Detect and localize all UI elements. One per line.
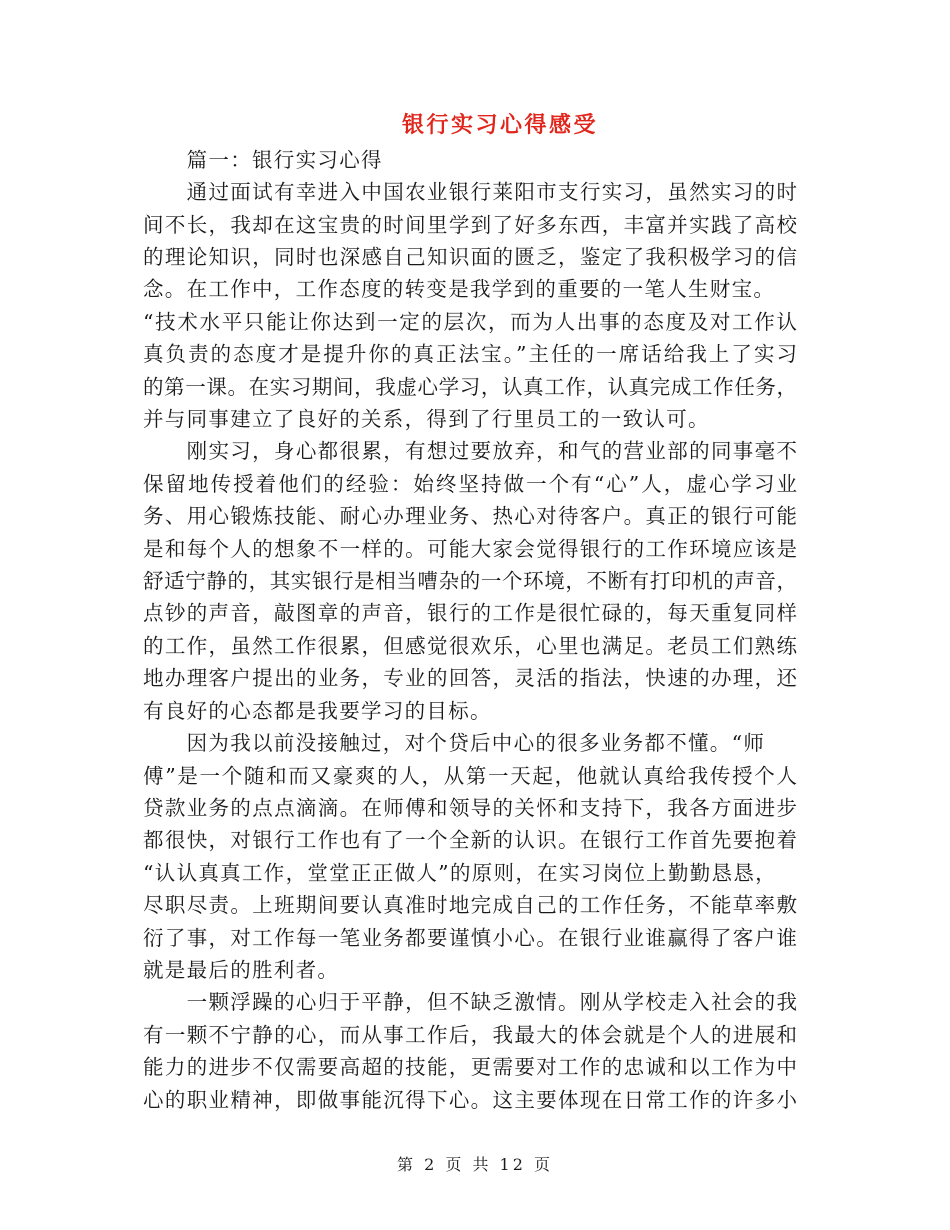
text-line: “技术水平只能让你达到一定的层次，而为人出事的态度及对工作认 [143,309,799,334]
text-line: 真负责的态度才是提升你的真正法宝。”主任的一席话给我上了实习 [143,342,800,367]
text-line: 通过面试有幸进入中国农业银行莱阳市支行实习，虽然实习的时 [186,180,799,205]
text-line: 务、用心锻炼技能、耐心办理业务、热心对待客户。真正的银行可能 [143,504,799,529]
text-line: 刚实习，身心都很累，有想过要放弃，和气的营业部的同事毫不 [186,439,799,464]
paragraph [143,986,797,1116]
paragraph [143,176,800,435]
text-line: 有良好的心态都是我要学习的目标。 [143,698,492,723]
text-line: 的工作，虽然工作很累，但感觉很欢乐，心里也满足。老员工们熟练 [143,633,799,658]
text-line: 就是最后的胜利者。 [143,957,340,982]
text-line: 尽职尽责。上班期间要认真准时地完成自己的工作任务，不能草率敷 [143,893,799,918]
text-line: 并与同事建立了良好的关系，得到了行里员工的一致认可。 [143,407,710,432]
text-line: 的第一课。在实习期间，我虚心学习，认真工作，认真完成工作任务， [143,374,798,399]
text-line: 能力的进步不仅需要高超的技能，更需要对工作的忠诚和以工作为中 [143,1055,799,1080]
paragraph [143,727,797,986]
text-line: 念。在工作中，工作态度的转变是我学到的重要的一笔人生财宝。 [143,277,776,302]
text-line: 有一颗不宁静的心，而从事工作后，我最大的体会就是个人的进展和 [143,1022,799,1047]
text-line: 傅”是一个随和而又豪爽的人，从第一天起，他就认真给我传授个人 [143,763,799,788]
text-line: 衍了事，对工作每一笔业务都要谨慎小心。在银行业谁赢得了客户谁 [143,925,799,950]
section-heading: 篇一：银行实习心得 [186,147,383,172]
text-line: 的理论知识，同时也深感自己知识面的匮乏，鉴定了我积极学习的信 [143,245,799,270]
text-line: 一颗浮躁的心归于平静，但不缺乏激情。刚从学校走入社会的我 [186,990,799,1015]
text-line: 间不长，我却在这宝贵的时间里学到了好多东西，丰富并实践了高校 [143,212,799,237]
text-line: 心的职业精神，即做事能沉得下心。这主要体现在日常工作的许多小 [143,1087,799,1112]
text-line: 地办理客户提出的业务，专业的回答，灵活的指法，快速的办理，还 [143,666,799,691]
text-line: 保留地传授着他们的经验：始终坚持做一个有“心”人，虚心学习业 [143,471,800,496]
text-line: 舒适宁静的，其实银行是相当嘈杂的一个环境，不断有打印机的声音， [143,569,798,594]
text-line: 都很快，对银行工作也有了一个全新的认识。在银行工作首先要抱着 [143,828,799,853]
document-body [143,144,800,1116]
page-footer: 第 2 页 共 12 页 [397,1155,553,1174]
document-title: 银行实习心得感受 [401,112,598,138]
text-line: 贷款业务的点点滴滴。在师傅和领导的关怀和支持下，我各方面进步 [143,795,799,820]
paragraph [143,435,800,727]
text-line: 因为我以前没接触过，对个贷后中心的很多业务都不懂。“师 [186,731,766,756]
text-line: “认认真真工作，堂堂正正做人”的原则，在实习岗位上勤勤恳恳， [143,860,777,885]
text-line: 点钞的声音，敲图章的声音，银行的工作是很忙碌的，每天重复同样 [143,601,799,626]
text-line: 是和每个人的想象不一样的。可能大家会觉得银行的工作环境应该是 [143,536,799,561]
